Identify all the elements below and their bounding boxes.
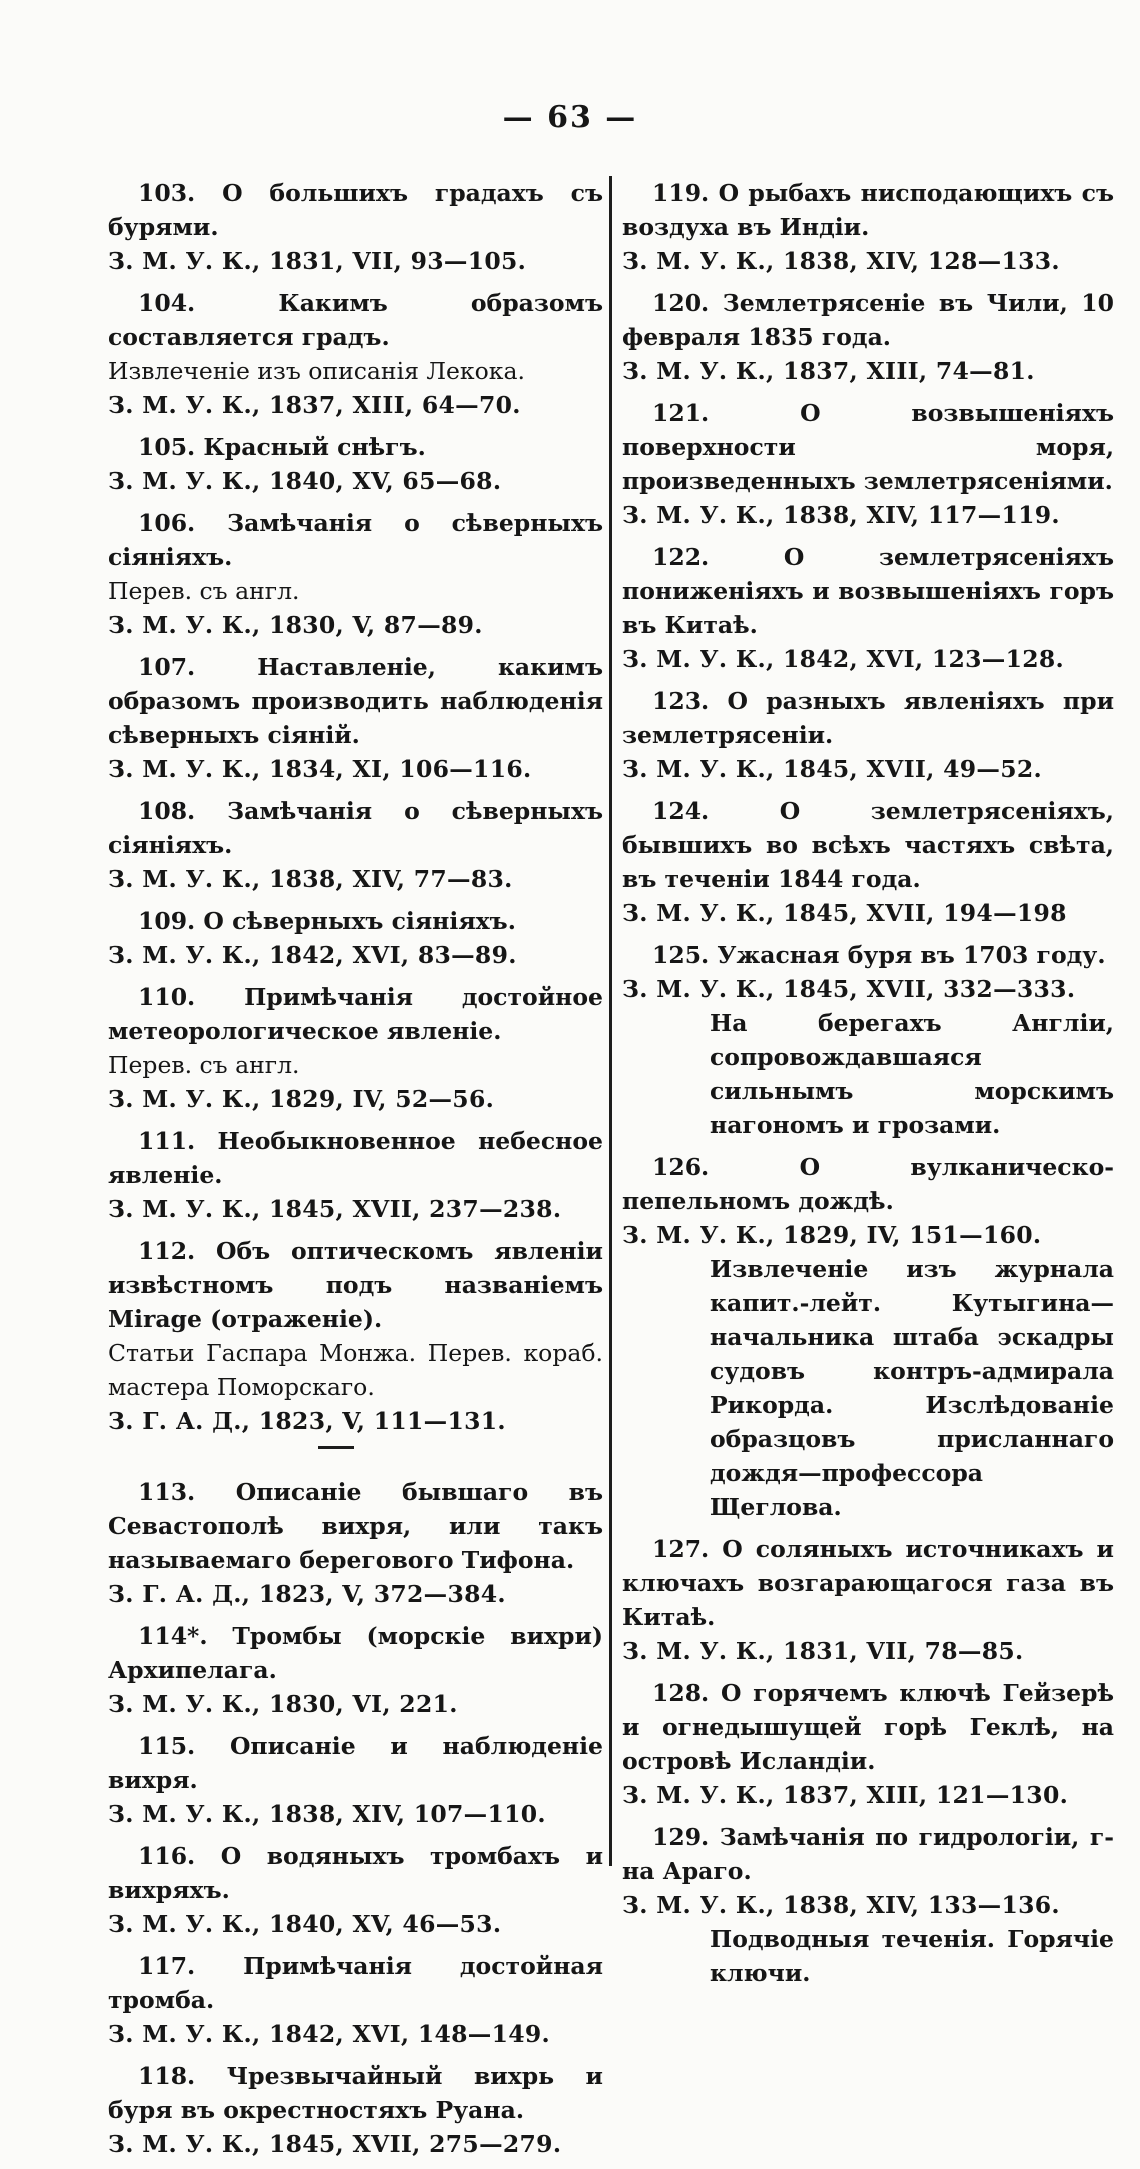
- page-number: — 63 —: [502, 100, 638, 135]
- catalog-entry: [622, 1676, 1114, 1812]
- entry-title: 114*. Тромбы (морскіе вихри) Архипелага.: [108, 1622, 603, 1684]
- entry-reference: З. М. У. К., 1838, XIV, 133—136.: [622, 1891, 1060, 1919]
- entry-reference: З. Г. А. Д., 1823, V, 372—384.: [108, 1580, 506, 1608]
- entry-note: Извлеченіе изъ журнала капит.-лейт. Кутыгина—начальника штаба эскадры судовъ контръ-адмирала Рикорда. Изслѣдованіе образцовъ присланнаго дождя—профессора Щеглова.: [710, 1255, 1114, 1521]
- entry-title: 126. О вулканическо-пепельномъ дождѣ.: [622, 1153, 1114, 1215]
- catalog-entry: [622, 1532, 1114, 1668]
- catalog-entry: [108, 176, 603, 278]
- entry-reference: З. М. У. К., 1831, VII, 93—105.: [108, 247, 527, 275]
- entry-reference: З. М. У. К., 1829, IV, 151—160.: [622, 1221, 1042, 1249]
- catalog-entry: [108, 1949, 603, 2051]
- entry-extra: Извлеченіе изъ описанія Лекока.: [108, 357, 525, 385]
- entry-title: 128. О горячемъ ключѣ Гейзерѣ и огнедышущей горѣ Геклѣ, на островѣ Исландіи.: [622, 1679, 1114, 1775]
- entry-title: 118. Чрезвычайный вихрь и буря въ окрестностяхъ Руана.: [108, 2062, 603, 2124]
- catalog-entry: [108, 1475, 603, 1611]
- entry-title: 123. О разныхъ явленіяхъ при землетрясеніи.: [622, 687, 1114, 749]
- entry-title: 112. Объ оптическомъ явленіи извѣстномъ подъ названіемъ Mirage (отраженіе).: [108, 1237, 603, 1333]
- entry-title: 115. Описаніе и наблюденіе вихря.: [108, 1732, 603, 1794]
- entry-title: 125. Ужасная буря въ 1703 году.: [652, 941, 1106, 969]
- entry-title: 105. Красный снѣгъ.: [138, 433, 426, 461]
- catalog-entry: [108, 2059, 603, 2161]
- catalog-entry: [622, 794, 1114, 930]
- entry-reference: З. М. У. К., 1845, XVII, 49—52.: [622, 755, 1043, 783]
- catalog-entry: [108, 980, 603, 1116]
- catalog-entry: [108, 650, 603, 786]
- entry-title: 127. О соляныхъ источникахъ и ключахъ возгарающагося газа въ Китаѣ.: [622, 1535, 1114, 1631]
- entry-reference: З. М. У. К., 1834, XI, 106—116.: [108, 755, 532, 783]
- entry-title: 103. О большихъ градахъ съ бурями.: [108, 179, 603, 241]
- entry-reference: З. М. У. К., 1840, XV, 46—53.: [108, 1910, 502, 1938]
- entry-note: На берегахъ Англіи, сопровождавшаяся сильнымъ морскимъ нагономъ и грозами.: [710, 1009, 1114, 1139]
- catalog-entry: [108, 1729, 603, 1831]
- entry-title: 107. Наставленіе, какимъ образомъ производить наблюденія сѣверныхъ сіяній.: [108, 653, 603, 749]
- entry-title: 113. Описаніе бывшаго въ Севастополѣ вихря, или такъ называемаго берегового Тифона.: [108, 1478, 603, 1574]
- entry-reference: З. М. У. К., 1845, XVII, 237—238.: [108, 1195, 562, 1223]
- catalog-entry: [622, 396, 1114, 532]
- column-divider: [609, 176, 612, 1866]
- entry-reference: З. М. У. К., 1837, XIII, 74—81.: [622, 357, 1035, 385]
- entry-note: Подводныя теченія. Горячіе ключи.: [710, 1925, 1114, 1987]
- entry-title: 109. О сѣверныхъ сіяніяхъ.: [138, 907, 516, 935]
- entry-title: 108. Замѣчанія о сѣверныхъ сіяніяхъ.: [108, 797, 603, 859]
- entry-reference: З. М. У. К., 1831, VII, 78—85.: [622, 1637, 1024, 1665]
- entry-reference: З. М. У. К., 1845, XVII, 332—333.: [622, 975, 1076, 1003]
- entry-title: 121. О возвышеніяхъ поверхности моря, произведенныхъ землетрясеніями.: [622, 399, 1114, 495]
- catalog-entry: [622, 540, 1114, 676]
- entry-extra: Перев. съ англ.: [108, 577, 300, 605]
- entry-reference: З. М. У. К., 1845, XVII, 275—279.: [108, 2130, 562, 2158]
- entry-reference: З. М. У. К., 1837, XIII, 64—70.: [108, 391, 521, 419]
- section-separator: [318, 1446, 354, 1449]
- entry-reference: З. М. У. К., 1838, XIV, 128—133.: [622, 247, 1060, 275]
- catalog-entry: [622, 1150, 1114, 1524]
- catalog-entry: [108, 1839, 603, 1941]
- entry-reference: З. М. У. К., 1829, IV, 52—56.: [108, 1085, 495, 1113]
- catalog-entry: [108, 430, 603, 498]
- entry-reference: З. М. У. К., 1842, XVI, 123—128.: [622, 645, 1065, 673]
- entry-reference: З. М. У. К., 1842, XVI, 148—149.: [108, 2020, 551, 2048]
- catalog-entry: [622, 1820, 1114, 1990]
- entry-title: 110. Примѣчанія достойное метеорологическое явленіе.: [108, 983, 603, 1045]
- entry-reference: З. М. У. К., 1838, XIV, 117—119.: [622, 501, 1060, 529]
- entry-title: 117. Примѣчанія достойная тромба.: [108, 1952, 603, 2014]
- catalog-entry: [108, 794, 603, 896]
- catalog-entry: [108, 1234, 603, 1438]
- entry-title: 104. Какимъ образомъ составляется градъ.: [108, 289, 603, 351]
- catalog-entry: [622, 176, 1114, 278]
- entry-reference: З. М. У. К., 1838, XIV, 107—110.: [108, 1800, 546, 1828]
- catalog-entry: [108, 506, 603, 642]
- catalog-entry: [108, 1124, 603, 1226]
- catalog-entry: [108, 286, 603, 422]
- left-column: [108, 176, 603, 2169]
- entry-reference: З. Г. А. Д., 1823, V, 111—131.: [108, 1407, 506, 1435]
- catalog-entry: [622, 938, 1114, 1142]
- catalog-entry: [622, 286, 1114, 388]
- entry-title: 124. О землетрясеніяхъ, бывшихъ во всѣхъ частяхъ свѣта, въ теченіи 1844 года.: [622, 797, 1114, 893]
- entry-title: 116. О водяныхъ тромбахъ и вихряхъ.: [108, 1842, 603, 1904]
- entry-title: 119. О рыбахъ нисподающихъ съ воздуха въ Индіи.: [622, 179, 1114, 241]
- entry-title: 106. Замѣчанія о сѣверныхъ сіяніяхъ.: [108, 509, 603, 571]
- entry-extra: Статьи Гаспара Монжа. Перев. кораб. мастера Поморскаго.: [108, 1339, 603, 1401]
- entry-reference: З. М. У. К., 1830, V, 87—89.: [108, 611, 483, 639]
- entry-title: 129. Замѣчанія по гидрологіи, г-на Араго.: [622, 1823, 1114, 1885]
- entry-title: 122. О землетрясеніяхъ пониженіяхъ и возвышеніяхъ горъ въ Китаѣ.: [622, 543, 1114, 639]
- entry-reference: З. М. У. К., 1837, XIII, 121—130.: [622, 1781, 1069, 1809]
- entry-reference: З. М. У. К., 1845, XVII, 194—198: [622, 899, 1067, 927]
- right-column: [622, 176, 1114, 1998]
- entry-title: 111. Необыкновенное небесное явленіе.: [108, 1127, 603, 1189]
- entry-extra: Перев. съ англ.: [108, 1051, 300, 1079]
- entry-title: 120. Землетрясеніе въ Чили, 10 февраля 1835 года.: [622, 289, 1114, 351]
- catalog-entry: [108, 904, 603, 972]
- entry-reference: З. М. У. К., 1840, XV, 65—68.: [108, 467, 502, 495]
- entry-reference: З. М. У. К., 1838, XIV, 77—83.: [108, 865, 513, 893]
- catalog-entry: [622, 684, 1114, 786]
- entry-reference: З. М. У. К., 1842, XVI, 83—89.: [108, 941, 517, 969]
- catalog-entry: [108, 1619, 603, 1721]
- entry-reference: З. М. У. К., 1830, VI, 221.: [108, 1690, 458, 1718]
